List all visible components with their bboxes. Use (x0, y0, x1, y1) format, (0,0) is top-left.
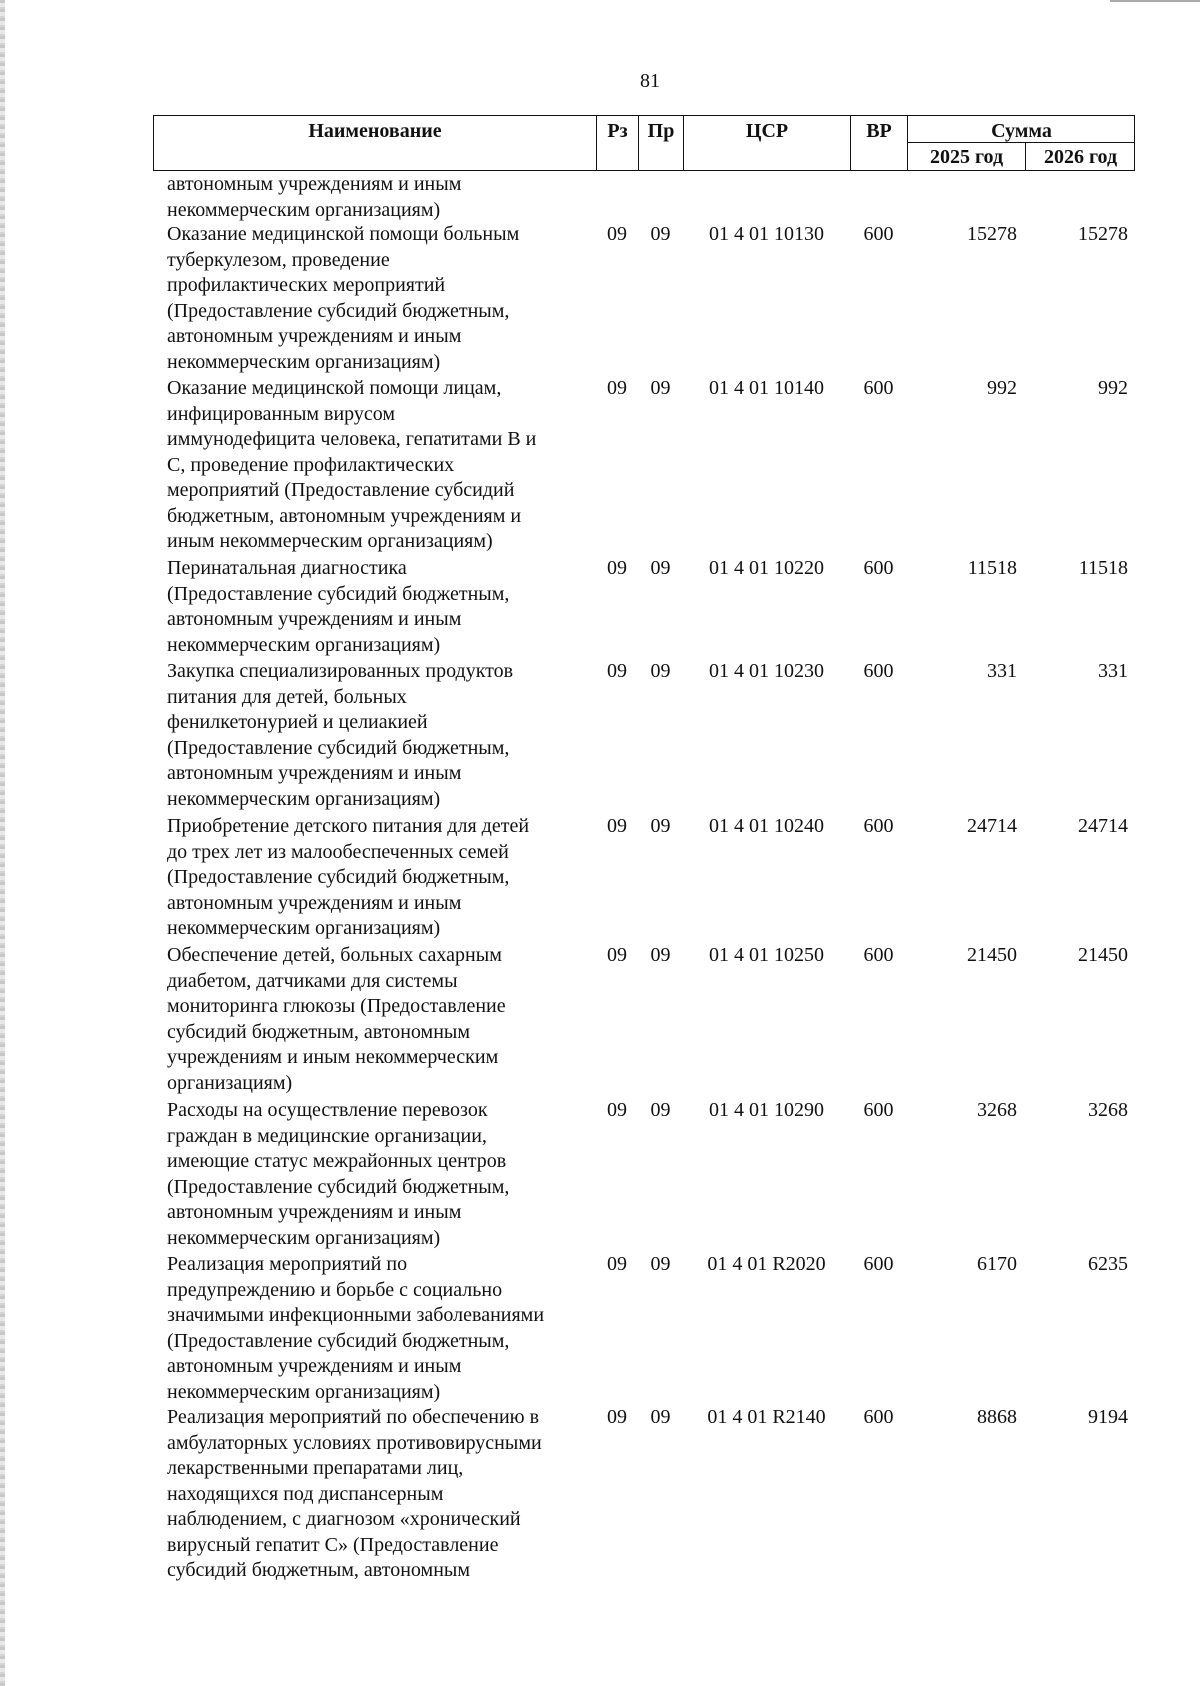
row-vr: 600 (863, 815, 894, 837)
row-sum-2025: 24714 (967, 815, 1017, 837)
row-sum-2025: 11518 (967, 557, 1017, 579)
row-rz: 09 (607, 1406, 627, 1428)
row-csr: 01 4 01 10230 (709, 660, 824, 682)
row-pr: 09 (650, 660, 671, 682)
row-pr: 09 (650, 1099, 671, 1121)
row-sum-2026: 15278 (1078, 223, 1128, 245)
header-year-2025: 2025 год (908, 143, 1026, 171)
row-pr: 09 (650, 1406, 671, 1428)
row-sum-2025: 331 (987, 660, 1017, 682)
row-vr: 600 (863, 557, 894, 579)
row-name: Реализация мероприятий по предупреждению и борьбе с социально значимыми инфекционными заболеваниями (Предоставление субсидий бюджетным, автономным учреждениям и иным некоммерческим организациям) (167, 1253, 545, 1403)
row-pr: 09 (650, 1253, 671, 1275)
row-sum-2026: 6235 (1088, 1253, 1128, 1275)
row-csr: 01 4 01 R2140 (707, 1406, 826, 1428)
row-csr: 01 4 01 R2020 (707, 1253, 826, 1275)
row-name: автономным учреждениям и иным некоммерческим организациям) (167, 173, 462, 221)
header-csr: ЦСР (684, 116, 851, 170)
row-sum-2026: 9194 (1088, 1406, 1128, 1428)
row-pr: 09 (650, 377, 671, 399)
scan-edge-left (0, 0, 5, 1686)
row-csr: 01 4 01 10140 (709, 377, 824, 399)
row-name: Оказание медицинской помощи больным туберкулезом, проведение профилактических мероприятий (Предоставление субсидий бюджетным, автономным учреждениям и иным некоммерческим организациям) (167, 223, 520, 373)
row-csr: 01 4 01 10290 (709, 1099, 824, 1121)
row-rz: 09 (607, 1099, 627, 1121)
row-sum-2026: 21450 (1078, 944, 1128, 966)
row-pr: 09 (650, 944, 671, 966)
row-sum-2026: 331 (1098, 660, 1128, 682)
row-sum-2025: 8868 (977, 1406, 1017, 1428)
row-sum-2026: 11518 (1078, 557, 1128, 579)
row-name: Закупка специализированных продуктов питания для детей, больных фенилкетонурией и целиакией (Предоставление субсидий бюджетным, автономным учреждениям и иным некоммерческим организациям) (167, 660, 514, 810)
row-csr: 01 4 01 10220 (709, 557, 824, 579)
header-sum: Сумма (908, 116, 1135, 143)
header-name: Наименование (154, 116, 597, 170)
row-vr: 600 (863, 660, 894, 682)
row-vr: 600 (863, 1099, 894, 1121)
row-vr: 600 (863, 1253, 894, 1275)
row-sum-2025: 15278 (967, 223, 1017, 245)
page-number: 81 (640, 70, 660, 92)
row-sum-2025: 6170 (977, 1253, 1017, 1275)
row-csr: 01 4 01 10130 (709, 223, 824, 245)
row-name: Оказание медицинской помощи лицам, инфицированным вирусом иммунодефицита человека, гепатитами В и С, проведение профилактических мероприятий (Предоставление субсидий бюджетным, автономным учреждениям и иным некоммерческим организациям) (167, 377, 537, 552)
header-rz: Рз (597, 116, 639, 170)
row-sum-2026: 24714 (1078, 815, 1128, 837)
scan-edge-top (1110, 0, 1200, 2)
header-year-2026: 2026 год (1043, 146, 1118, 168)
row-rz: 09 (607, 1253, 627, 1275)
row-sum-2026: 3268 (1088, 1099, 1128, 1121)
header-sum-group (908, 116, 1135, 170)
row-sum-2025: 3268 (977, 1099, 1017, 1121)
row-name: Обеспечение детей, больных сахарным диабетом, датчиками для системы мониторинга глюкозы (Предоставление субсидий бюджетным, автономным учреждениям и иным некоммерческим организациям) (167, 944, 506, 1094)
table-header (153, 115, 1135, 171)
row-rz: 09 (607, 815, 627, 837)
row-csr: 01 4 01 10250 (709, 944, 824, 966)
row-sum-2025: 21450 (967, 944, 1017, 966)
row-rz: 09 (607, 377, 627, 399)
row-sum-2025: 992 (987, 377, 1017, 399)
row-vr: 600 (863, 223, 894, 245)
row-vr: 600 (863, 377, 894, 399)
header-vr: ВР (851, 116, 908, 170)
row-vr: 600 (863, 944, 894, 966)
row-name: Реализация мероприятий по обеспечению в амбулаторных условиях противовирусными лекарственными препаратами лиц, находящихся под диспансерным наблюдением, с диагнозом «хронический вирусный гепатит С» (Предоставление субсидий бюджетным, автономным (167, 1406, 542, 1581)
row-sum-2026: 992 (1098, 377, 1128, 399)
row-pr: 09 (650, 557, 671, 579)
row-name: Приобретение детского питания для детей до трех лет из малообеспеченных семей (Предоставление субсидий бюджетным, автономным учреждениям и иным некоммерческим организациям) (167, 815, 530, 939)
header-pr: Пр (639, 116, 684, 170)
row-rz: 09 (607, 557, 627, 579)
row-csr: 01 4 01 10240 (709, 815, 824, 837)
row-pr: 09 (650, 815, 671, 837)
row-rz: 09 (607, 944, 627, 966)
row-pr: 09 (650, 223, 671, 245)
row-name: Перинатальная диагностика (Предоставление субсидий бюджетным, автономным учреждениям и иным некоммерческим организациям) (167, 557, 510, 656)
row-name: Расходы на осуществление перевозок граждан в медицинские организации, имеющие статус межрайонных центров (Предоставление субсидий бюджетным, автономным учреждениям и иным некоммерческим организациям) (167, 1099, 510, 1249)
row-rz: 09 (607, 223, 627, 245)
row-rz: 09 (607, 660, 627, 682)
row-vr: 600 (863, 1406, 894, 1428)
